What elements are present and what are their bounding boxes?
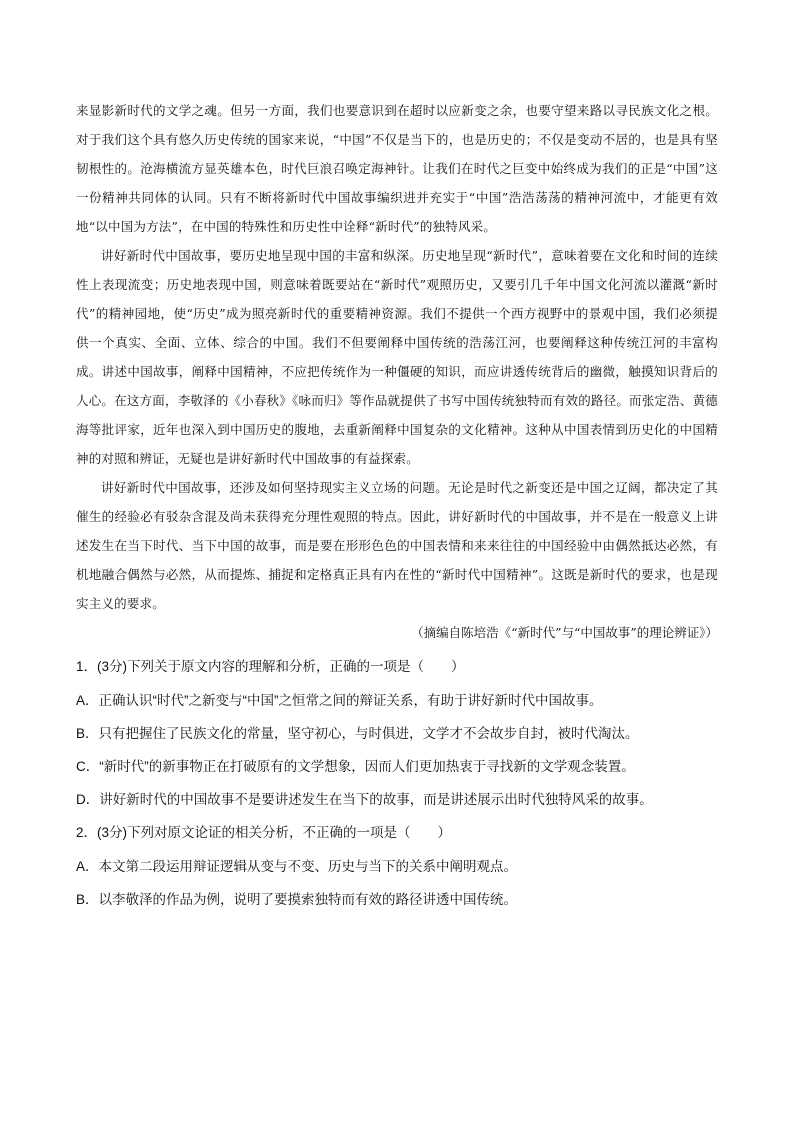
question-2 [76,823,718,910]
passage-paragraph-2: 讲好新时代中国故事，要历史地呈现中国的丰富和纵深。历史地呈现“新时代”，意味着要在文化和时间的连续性上表现流变；历史地表现中国，则意味着既要站在“新时代”观照历史，又要引几千年中国文化河流以灌溉“新时代”的精神园地，使“历史”成为照亮新时代的重要精神资源。我们不提供一个西方视野中的景观中国，我们必须提供一个真实、全面、立体、综合的中国。我们不但要阐释中国传统的浩荡江河，也要阐释这种传统江河的丰富构成。讲述中国故事，阐释中国精神，不应把传统作为一种僵硬的知识，而应讲透传统背后的幽微，触摸知识背后的人心。在这方面，李敬泽的《小春秋》《咏而归》等作品就提供了书写中国传统独特而有效的路径。而张定浩、黄德海等批评家，近年也深入到中国历史的腹地，去重新阐释中国复杂的文化精神。这种从中国表情到历史化的中国精神的对照和辨证，无疑也是讲好新时代中国故事的有益探索。 [76,248,718,466]
question-1-option-b: B．只有把握住了民族文化的常量，坚守初心，与时俱进，文学才不会故步自封，被时代淘汰。 [76,726,639,741]
question-1 [76,657,718,810]
question-2-stem: 2．(3分)下列对原文论证的相关分析，不正确的一项是（ ） [76,825,452,840]
passage-paragraph-1: 来显影新时代的文学之魂。但另一方面，我们也要意识到在超时以应新变之余，也要守望来路以寻民族文化之根。对于我们这个具有悠久历史传统的国家来说，“中国”不仅是当下的，也是历史的；不仅是变动不居的，也是具有坚韧根性的。沧海横流方显英雄本色，时代巨浪召唤定海神针。让我们在时代之巨变中始终成为我们的正是“中国”这一份精神共同体的认同。只有不断将新时代中国故事编织进并充实于“中国”浩浩荡荡的精神河流中，才能更有效地“以中国为方法”，在中国的特殊性和历史性中诠释“新时代”的独特风采。 [76,103,718,234]
passage-source: （摘编自陈培浩《“新时代”与“中国故事”的理论辨证》） [411,625,718,640]
question-1-option-d: D．讲好新时代的中国故事不是要讲述发生在当下的故事，而是讲述展示出时代独特风采的故事。 [76,792,653,807]
question-1-option-a: A．正确认识“时代”之新变与“中国”之恒常之间的辩证关系，有助于讲好新时代中国故事。 [76,693,603,708]
question-1-stem: 1．(3分)下列关于原文内容的理解和分析，正确的一项是（ ） [76,659,465,674]
question-2-option-b: B．以李敬泽的作品为例，说明了要摸索独特而有效的路径讲透中国传统。 [76,892,518,907]
question-list [76,657,718,910]
question-1-option-c: C．“新时代”的新事物正在打破原有的文学想象，因而人们更加热衷于寻找新的文学观念装置。 [76,759,635,774]
document-page [76,96,718,923]
question-2-option-a: A．本文第二段运用辩证逻辑从变与不变、历史与当下的关系中阐明观点。 [76,859,518,874]
passage-paragraph-3: 讲好新时代中国故事，还涉及如何坚持现实主义立场的问题。无论是时代之新变还是中国之辽阔，都决定了其催生的经验必有驳杂含混及尚未获得充分理性观照的特点。因此，讲好新时代的中国故事，并不是在一般意义上讲述发生在当下时代、当下中国的故事，而是要在形形色色的中国表情和来来往往的中国经验中由偶然抵达必然，有机地融合偶然与必然，从而提炼、捕捉和定格真正具有内在性的“新时代中国精神”。这既是新时代的要求，也是现实主义的要求。 [76,480,718,611]
